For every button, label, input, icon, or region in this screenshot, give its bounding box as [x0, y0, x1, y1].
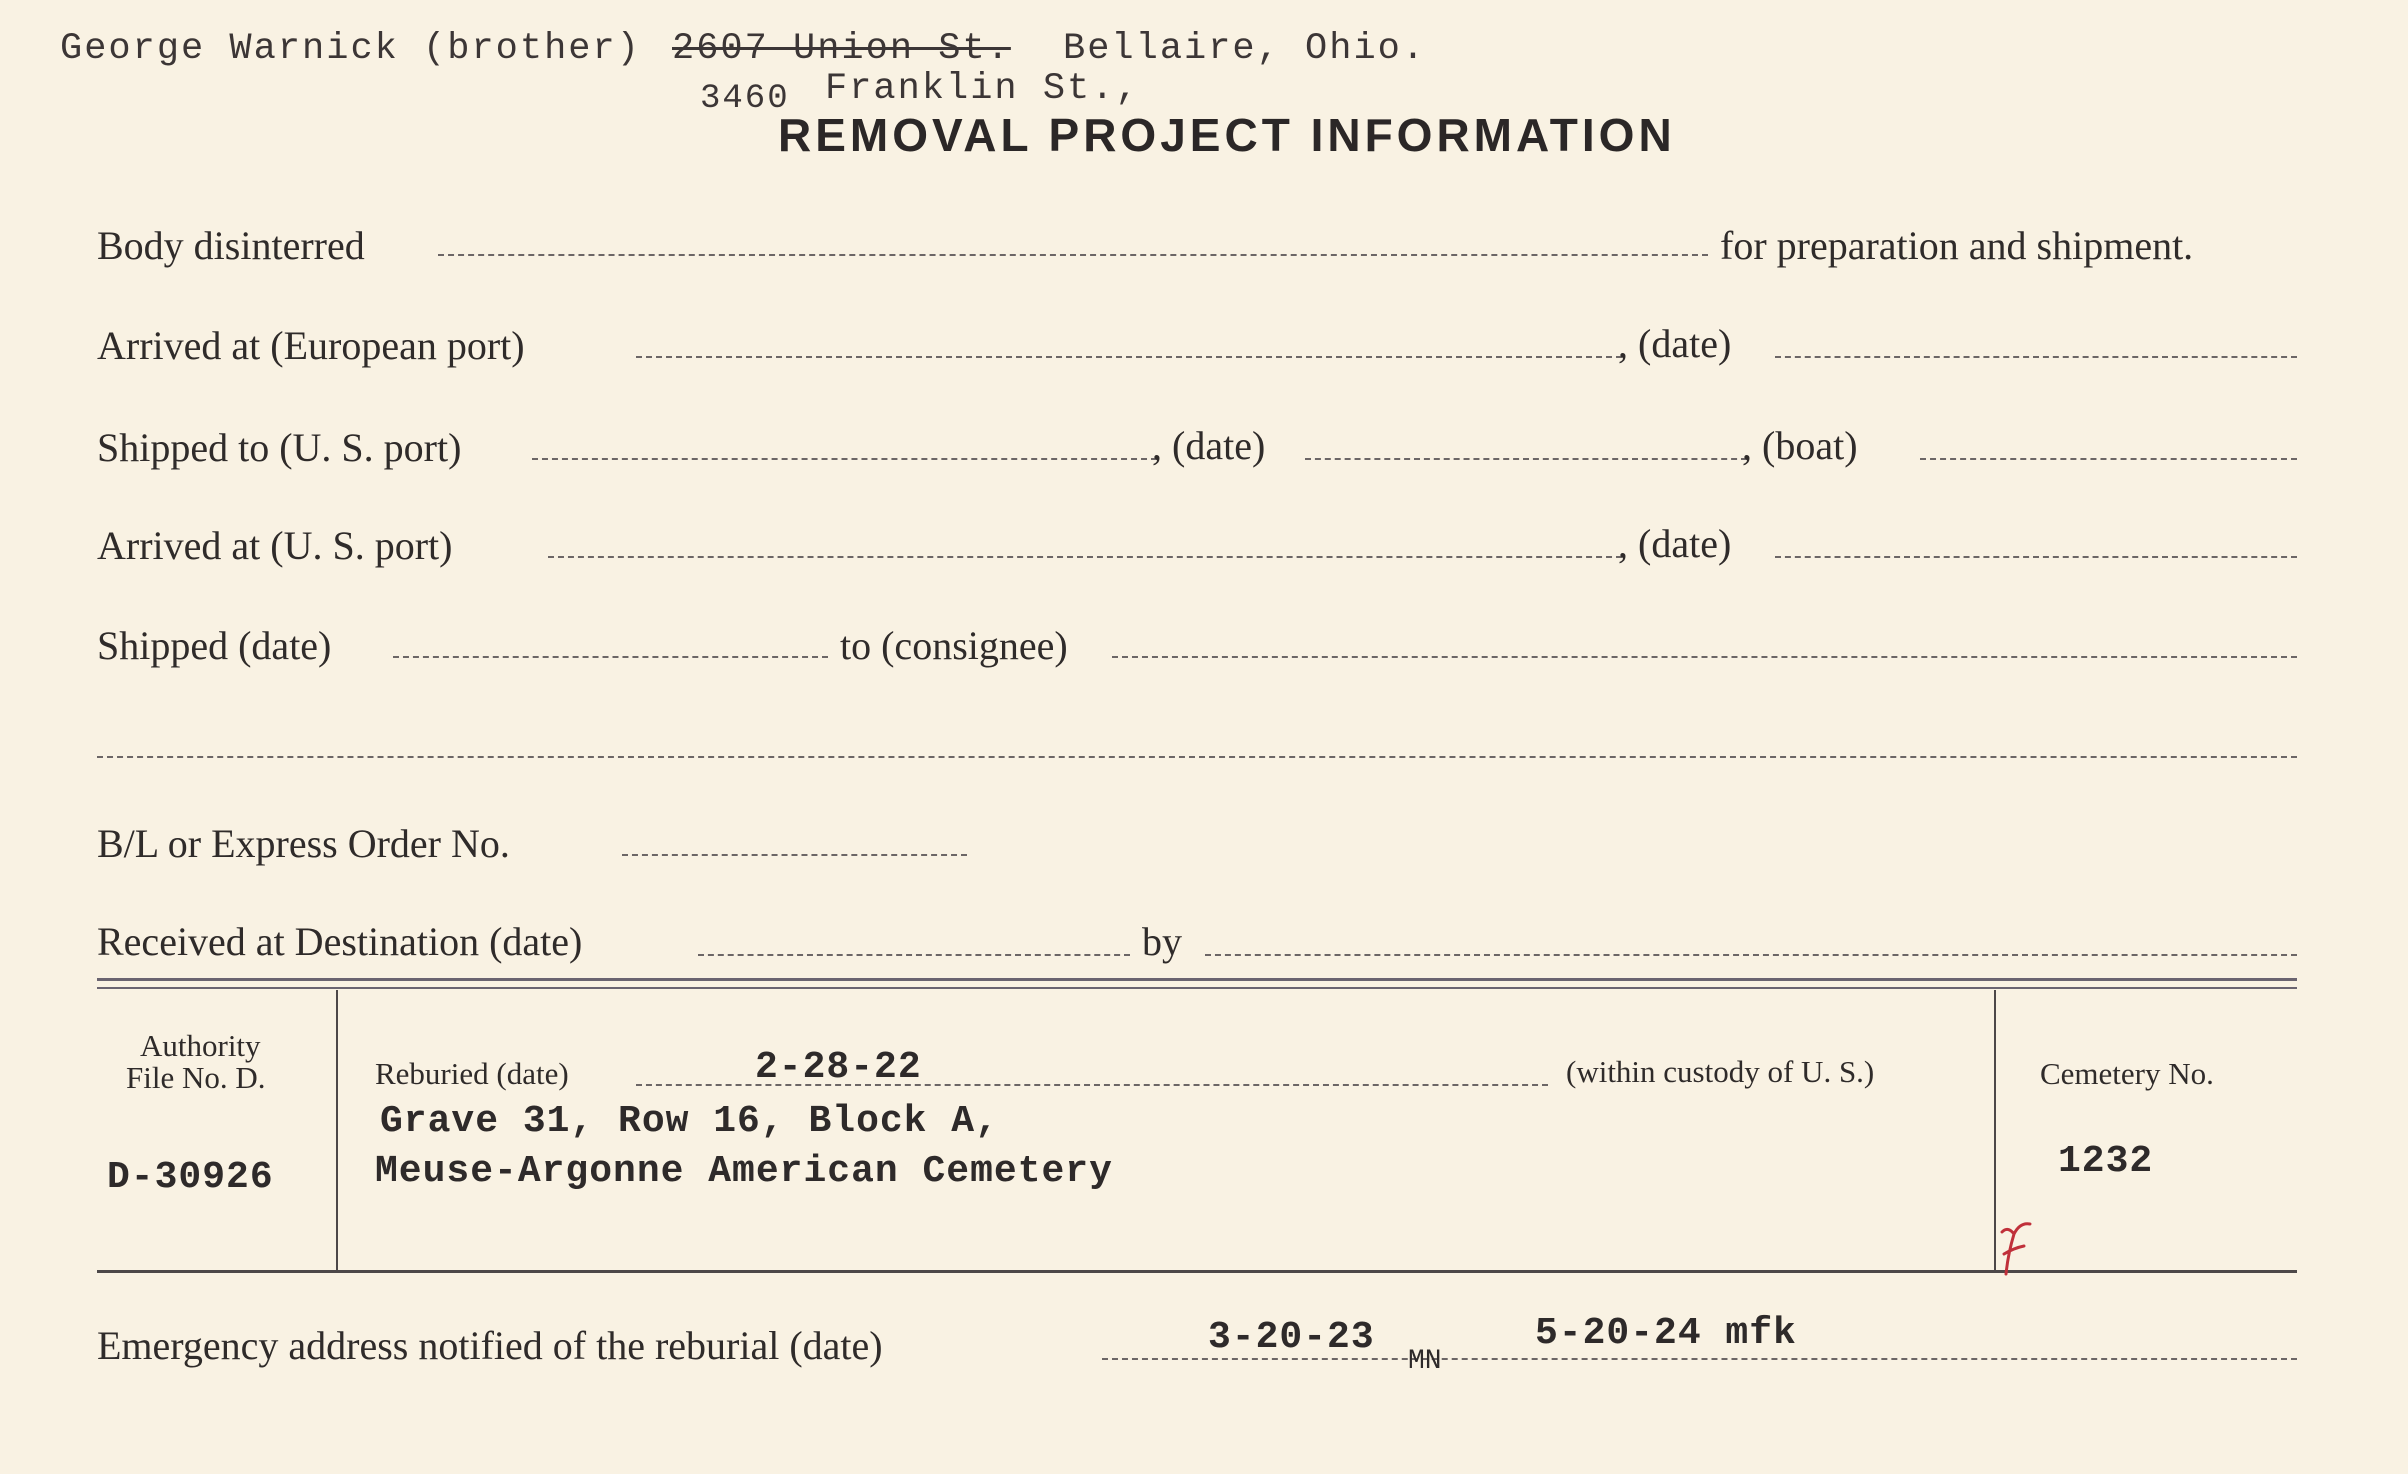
shipped-date-label: Shipped (date) [97, 623, 332, 668]
new-street-name: Franklin St., [825, 68, 1140, 110]
file-number: D-30926 [107, 1156, 274, 1199]
shipped-to-us-line [532, 458, 1157, 460]
arrived-us-line [548, 556, 1622, 558]
arrived-european-label: Arrived at (European port) [97, 323, 525, 368]
shipped-date-line [393, 656, 828, 658]
consignee-label: to (consignee) [840, 623, 1068, 668]
custody-label: (within custody of U. S.) [1566, 1054, 1875, 1089]
received-destination-line [698, 954, 1130, 956]
cemetery-number: 1232 [2058, 1140, 2154, 1183]
arrived-european-line [636, 356, 1622, 358]
date-line-1 [1775, 356, 2297, 358]
date-label-2: , (date) [1152, 423, 1266, 468]
bl-express-label: B/L or Express Order No. [97, 821, 510, 866]
check-mark-icon [1996, 1218, 2036, 1278]
emergency-date-2: 5-20-24 mfk [1535, 1312, 1797, 1355]
section-bottom-rule [97, 1270, 2297, 1273]
grave-location: Grave 31, Row 16, Block A, [380, 1100, 999, 1143]
section-divider-top [97, 978, 2297, 981]
date-line-3 [1775, 556, 2297, 558]
bl-express-line [622, 854, 967, 856]
cemetery-name: Meuse-Argonne American Cemetery [375, 1150, 1113, 1193]
by-label: by [1142, 919, 1182, 964]
section-divider-bottom [97, 987, 2297, 989]
old-address: 2607 Union St. [672, 28, 1011, 70]
date-label-1: , (date) [1618, 321, 1732, 366]
cemetery-number-label: Cemetery No. [2040, 1056, 2214, 1091]
body-disinterred-line [438, 254, 1708, 256]
reburied-date: 2-28-22 [755, 1046, 922, 1089]
consignee-line [1112, 656, 2297, 658]
page-title: REMOVAL PROJECT INFORMATION [778, 109, 1676, 161]
consignee-continuation-line [97, 756, 2297, 758]
arrived-us-label: Arrived at (U. S. port) [97, 523, 453, 568]
boat-line [1920, 458, 2297, 460]
contact-name: George Warnick (brother) [60, 28, 641, 70]
emergency-initials: MN [1408, 1346, 1442, 1377]
body-disinterred-label: Body disinterred [97, 223, 365, 268]
authority-column-divider [336, 990, 338, 1270]
emergency-date: 3-20-23 [1208, 1316, 1375, 1359]
preparation-label: for preparation and shipment. [1720, 223, 2194, 268]
boat-label: , (boat) [1742, 423, 1858, 468]
new-street-number: 3460 [700, 80, 790, 118]
by-line [1205, 954, 2297, 956]
received-destination-label: Received at Destination (date) [97, 919, 583, 964]
date-label-3: , (date) [1618, 521, 1732, 566]
emergency-label: Emergency address notified of the reburial (date) [97, 1323, 883, 1368]
authority-label: Authority [140, 1028, 261, 1063]
date-line-2 [1305, 458, 1747, 460]
file-no-label: File No. D. [126, 1060, 266, 1095]
shipped-to-us-label: Shipped to (U. S. port) [97, 425, 462, 470]
reburied-label: Reburied (date) [375, 1056, 569, 1091]
city-text: Bellaire, Ohio. [1063, 28, 1427, 70]
